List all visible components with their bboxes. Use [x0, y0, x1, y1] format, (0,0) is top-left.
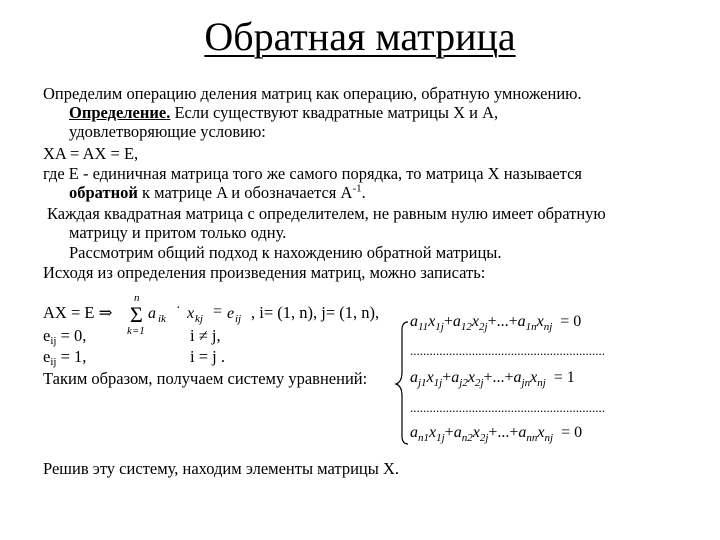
paragraph-intro: Определим операцию деления матриц как операцию, обратную умножению.	[43, 84, 582, 103]
inverse-term: обратной	[69, 183, 138, 202]
eq1-a: a	[148, 305, 156, 322]
eq2-condition: i ≠ j,	[190, 326, 221, 345]
sum-sign: Σ	[130, 302, 143, 327]
system-row-2	[410, 369, 575, 389]
paragraph-existence-cont: матрицу и притом только одну.	[69, 223, 287, 242]
paragraph-existence: Каждая квадратная матрица с определителем, не равным нулю имеет обратную	[47, 204, 606, 223]
paragraph-approach: Рассмотрим общий подход к нахождению обратной матрицы.	[69, 243, 502, 262]
sum-lower-limit: k=1	[127, 325, 145, 337]
eq1-a-sub: ik	[158, 313, 166, 325]
eq2-lhs: eij = 0,	[43, 326, 87, 347]
eq1-e: e	[227, 305, 235, 322]
eq3-condition: i = j .	[190, 347, 225, 366]
system-row-3	[410, 424, 582, 444]
definition-text: Если существуют квадратные матрицы X и A,	[170, 103, 499, 122]
eq1-x-sub: kj	[195, 313, 203, 325]
inverse-superscript: -1	[352, 182, 362, 195]
definition-continuation: удовлетворяющие условию:	[69, 122, 266, 141]
paragraph-identity: где E - единичная матрица того же самого порядка, то матрица X называется	[43, 164, 583, 183]
paragraph-conclusion: Решив эту систему, находим элементы матрицы X.	[43, 459, 399, 478]
system-dots-2: ............................................................	[410, 400, 605, 415]
inverse-text: к матрице A и обозначается A	[137, 183, 353, 202]
eq1-e-sub: ij	[235, 313, 242, 325]
definition-term: Определение.	[69, 103, 171, 122]
paragraph-product: Исходя из определения произведения матриц, можно записать:	[43, 263, 486, 282]
eq1-x: x	[187, 305, 195, 322]
svg-text:an1x1j+an2x2j+...+annxnj= 0: $a_{n1}x_{1j}+a_{n2}x_{2j}+...+a_{nn}x_{nj} = 0$	[410, 424, 583, 444]
eq1-dot: ·	[176, 301, 181, 316]
system-row-1	[410, 313, 581, 333]
eq3-lhs: eij = 1,	[43, 347, 87, 368]
paragraph-system: Таким образом, получаем систему уравнений:	[43, 369, 368, 388]
inverse-end: .	[361, 183, 366, 202]
eq1-equals: =	[213, 303, 223, 320]
slide-title: Обратная матрица	[204, 14, 516, 59]
sum-upper-limit: n	[134, 292, 140, 304]
equation-xa-ax-e: XA = AX = E,	[43, 144, 139, 163]
svg-text:a11x1j+a12x2j+...+a1nxnj= 0: $a_{11}x_{1j}+a_{12}x_{2j}+...+a_{1n}x_{nj} = 0$	[410, 313, 582, 333]
system-brace	[396, 322, 408, 444]
system-dots-1: ............................................................	[410, 343, 605, 358]
svg-text:aj1x1j+aj2x2j+...+ajnxnj= 1: $a_{j1}x_{1j}+a_{j2}x_{2j}+...+a_{jn}x_{nj} = 1$	[410, 369, 575, 389]
eq1-range: , i= (1, n), j= (1, n),	[251, 303, 380, 322]
eq1-lhs: AX = E ⇒	[43, 303, 113, 322]
